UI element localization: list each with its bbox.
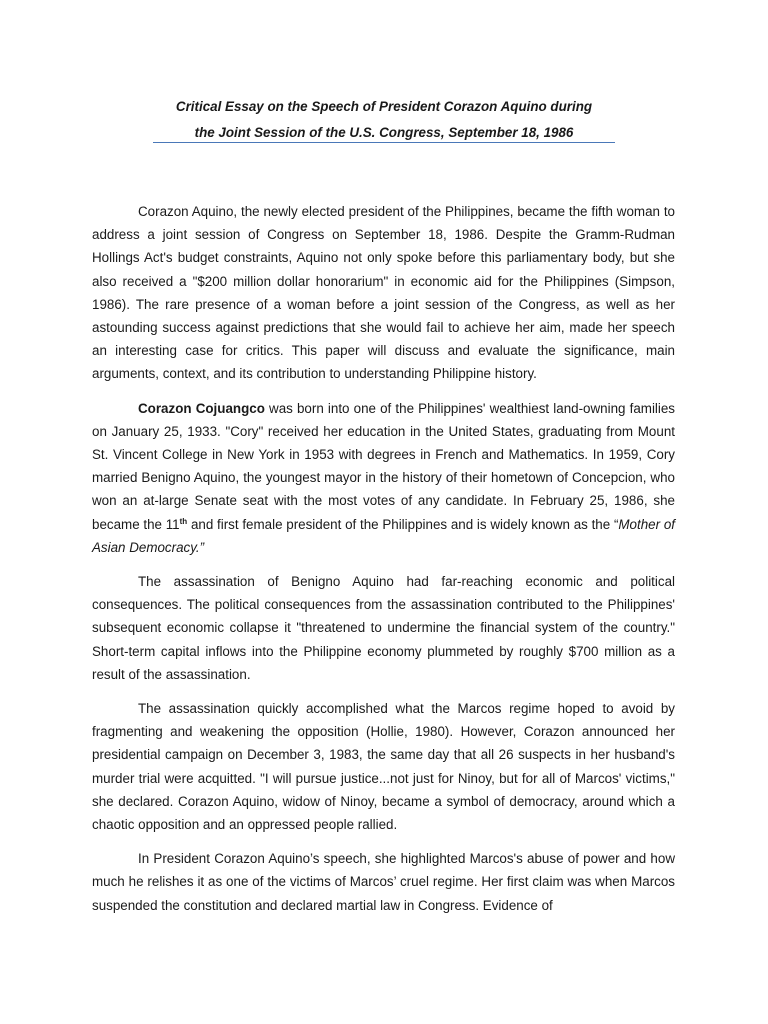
biography-text-b: and first female president of the Philippines and is widely known as the “ — [187, 516, 619, 532]
paragraph-campaign: The assassination quickly accomplished what the Marcos regime hoped to avoid by fragmenting and weakening the opposition (Hollie, 1980). However, Corazon announced her presidential campaign on December 3, 1983, the same day that all 26 suspects in her husband's murder trial were acquitted. "I will pursue justice...not just for Ninoy, but for all of Marcos' victims," she declared. Corazon Aquino, widow of Ninoy, became a symbol of democracy, around which a chaotic opposition and an oppressed people rallied. — [92, 701, 675, 833]
italic-epithet: Mother of Asian Democracy.” — [92, 516, 675, 555]
paragraph-assassination: The assassination of Benigno Aquino had far-reaching economic and political consequences. The political consequences from the assassination contributed to the Philippines' subsequent economic collapse it "threatened to undermine the financial system of the country." Short-term capital inflows into the Philippine economy plummeted by roughly $700 million as a result of the assassination. — [92, 574, 675, 682]
paragraph-intro: Corazon Aquino, the newly elected president of the Philippines, became the fifth woman to address a joint session of Congress on September 18, 1986. Despite the Gramm-Rudman Hollings Act's budget constraints, Aquino not only spoke before this parliamentary body, but she also received a "$200 million dollar honorarium" in economic aid for the Philippines (Simpson, 1986). The rare presence of a woman before a joint session of the Congress, as well as her astounding success against predictions that she would fail to achieve her aim, made her speech an interesting case for critics. This paper will discuss and evaluate the significance, main arguments, context, and its contribution to understanding Philippine history. — [92, 204, 675, 382]
title-line-2: the Joint Session of the U.S. Congress, September 18, 1986 — [194, 125, 574, 140]
ordinal-suffix: th — [179, 516, 188, 526]
title-line-1: Critical Essay on the Speech of President Corazon Aquino during — [175, 99, 593, 114]
biography-text-a: was born into one of the Philippines' wealthiest land-owning families on January 25, 1933. "Cory" received her education in the United States, graduating from Mount St. Vincent College in New York in 1953 with degrees in French and Mathematics. In 1959, Cory married Benigno Aquino, the youngest mayor in the history of their hometown of Concepcion, who won an at-large Senate seat with the most votes of any candidate. In February 25, 1986, she became the 11 — [92, 400, 676, 532]
title-underline — [153, 142, 615, 143]
document-title — [0, 94, 768, 146]
paragraph-speech: In President Corazon Aquino’s speech, she highlighted Marcos's abuse of power and how much he relishes it as one of the victims of Marcos’ cruel regime. Her first claim was when Marcos suspended the constitution and declared martial law in Congress. Evidence of — [92, 851, 675, 913]
bold-name: Corazon Cojuangco — [138, 400, 265, 416]
paragraph-biography — [92, 397, 675, 559]
essay-body — [92, 200, 675, 917]
